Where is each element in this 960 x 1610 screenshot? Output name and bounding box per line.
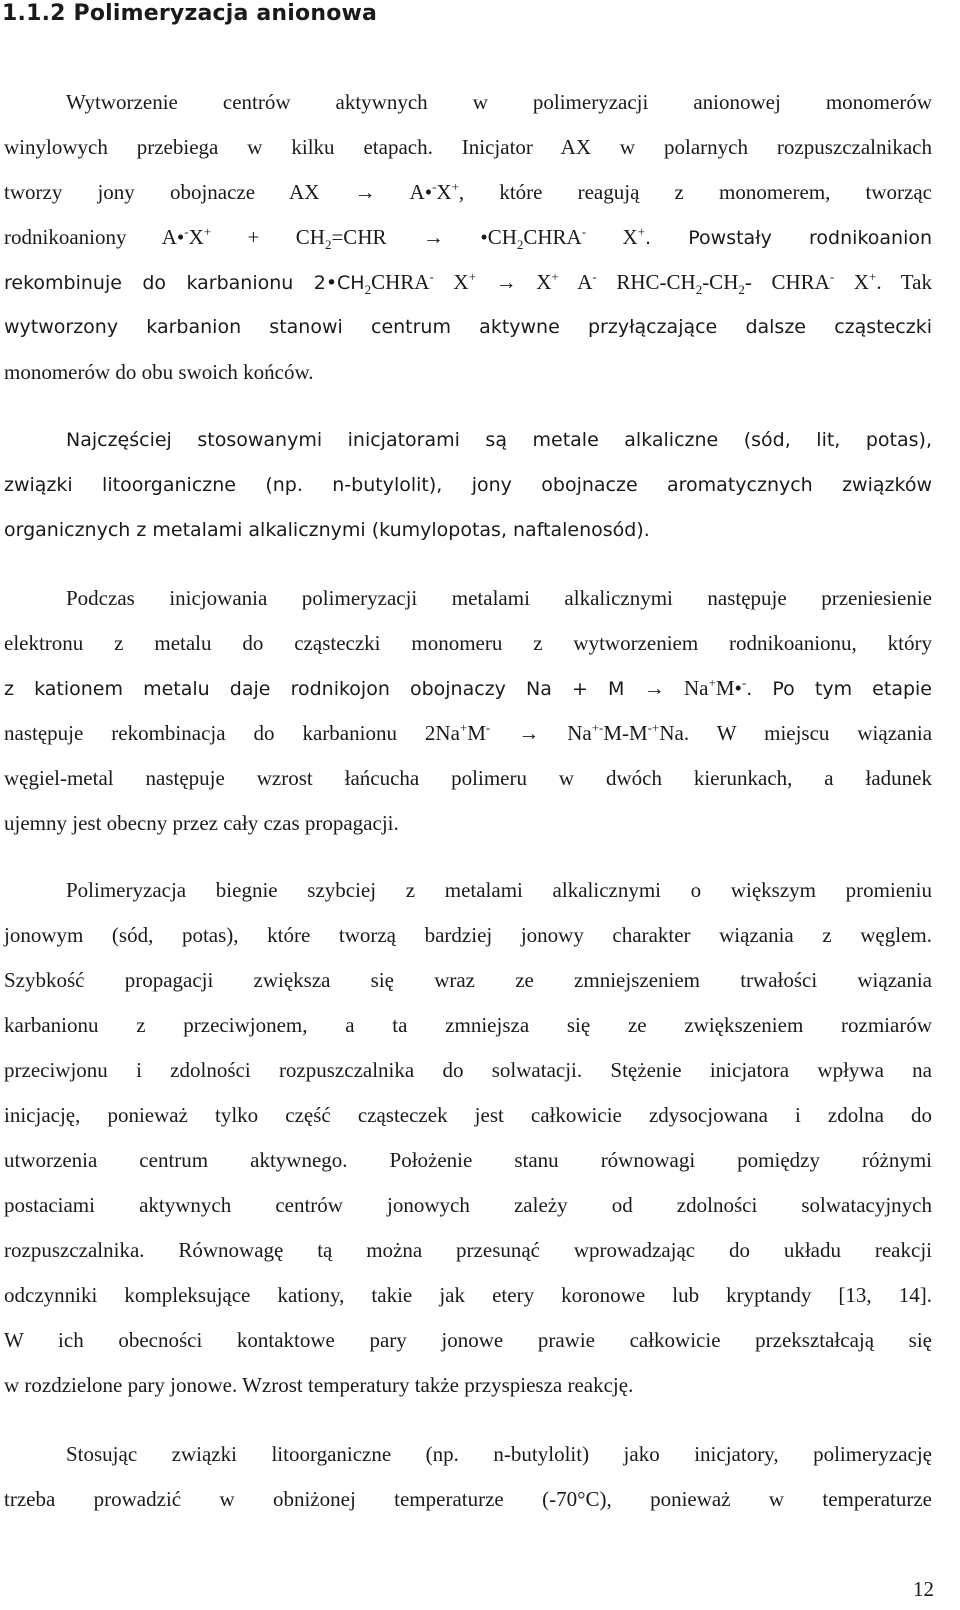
superscript: - (485, 720, 491, 735)
text-segment: A (558, 270, 593, 294)
text-line (4, 260, 932, 305)
text-segment: , które reagują z monomerem, tworząc (458, 180, 933, 204)
superscript: - (429, 269, 434, 284)
text-line: winylowych przebiega w kilku etapach. Inicjator AX w polarnych rozpuszczalnikach (4, 135, 932, 159)
text-segment: - CHRA (744, 270, 830, 294)
arrow-symbol: → (354, 180, 376, 204)
superscript: - (741, 675, 747, 690)
text-segment: + CH (211, 225, 325, 249)
superscript: - (432, 179, 437, 194)
paragraph-5 (4, 1432, 932, 1522)
superscript: + (451, 179, 459, 194)
superscript: + (551, 269, 559, 284)
text-line: Najczęściej stosowanymi inicjatorami są metale alkaliczne (sód, lit, potas), (66, 429, 932, 451)
superscript: + (459, 720, 468, 735)
arrow-symbol: → (495, 270, 517, 294)
text-line: związki litoorganiczne (np. n-butylolit), jony obojnacze aromatycznych związków (4, 474, 932, 496)
text-line: przeciwjonu i zdolności rozpuszczalnika do solwatacji. Stężenie inicjatora wpływa na (4, 1058, 932, 1082)
section-heading: 1.1.2 Polimeryzacja anionowa (2, 1, 378, 26)
text-line: organicznych z metalami alkalicznymi (kumylopotas, naftalenosód). (4, 519, 650, 541)
text-line: rozpuszczalnika. Równowagę tą można przesunąć wprowadzając do układu reakcji (4, 1238, 932, 1262)
text-line: Podczas inicjowania polimeryzacji metalami alkalicznymi następuje przeniesienie (66, 586, 932, 610)
page-number: 12 (913, 1577, 934, 1601)
text-segment: CHRA (523, 225, 582, 249)
text-line: utworzenia centrum aktywnego. Położenie stanu równowagi pomiędzy różnymi (4, 1148, 932, 1172)
text-segment: . Powstały rodnikoanion (645, 227, 933, 249)
text-segment: X (586, 225, 638, 249)
superscript: - (592, 269, 597, 284)
subscript: 2 (324, 237, 332, 253)
text-line: odczynniki kompleksujące kationy, takie jak etery koronowe lub kryptandy [13, 14]. (4, 1283, 932, 1307)
text-segment: A• (409, 180, 433, 204)
text-line: wytworzony karbanion stanowi centrum aktywne przyłączające dalsze cząsteczki (4, 316, 932, 338)
text-segment: . Po tym etapie (746, 678, 932, 700)
text-line: jonowym (sód, potas), które tworzą bardziej jonowy charakter wiązania z węglem. (4, 923, 932, 947)
text-line: inicjację, ponieważ tylko część cząsteczek jest całkowicie zdysocjowana i zdolna do (4, 1103, 932, 1127)
text-segment: tworzy jony obojnacze AX (4, 180, 320, 204)
text-line: postaciami aktywnych centrów jonowych zależy od zdolności solwatacyjnych (4, 1193, 932, 1217)
paragraph-4 (4, 868, 932, 1408)
subscript: 2 (738, 282, 745, 298)
text-segment: Na (684, 676, 709, 700)
text-line: Polimeryzacja biegnie szybciej z metalami alkalicznymi o większym promieniu (66, 878, 932, 902)
text-segment: następuje rekombinacja do karbanionu 2Na (4, 721, 460, 745)
text-segment: RHC-CH (596, 270, 696, 294)
superscript: + (468, 269, 476, 284)
text-line: trzeba prowadzić w obniżonej temperaturze (-70°C), ponieważ w temperaturze (4, 1487, 932, 1511)
text-line: ujemny jest obecny przez cały czas propagacji. (4, 811, 399, 835)
arrow-symbol: → (518, 721, 540, 745)
text-line: w rozdzielone pary jonowe. Wzrost temperatury także przyspiesza reakcję. (4, 1373, 634, 1397)
text-line: Wytworzenie centrów aktywnych w polimeryzacji anionowej monomerów (66, 90, 932, 114)
superscript: + (637, 224, 646, 239)
text-line: monomerów do obu swoich końców. (4, 360, 314, 384)
text-segment: M• (715, 676, 742, 700)
text-segment: =CHR (331, 225, 387, 249)
text-segment: . Tak (876, 270, 932, 294)
text-segment: Na. W miejscu wiązania (659, 721, 933, 745)
text-segment: X (436, 180, 452, 204)
text-segment: X (433, 270, 469, 294)
text-line (4, 711, 932, 756)
paragraph-1 (4, 80, 932, 395)
text-line (4, 666, 932, 711)
superscript: -+ (647, 720, 660, 735)
superscript: + (203, 224, 212, 239)
text-segment: X (834, 270, 869, 294)
superscript: +- (591, 720, 604, 735)
text-line: elektronu z metalu do cząsteczki monomeru z wytworzeniem rodnikoanionu, który (4, 631, 932, 655)
text-line: W ich obecności kontaktowe pary jonowe prawie całkowicie przekształcają się (4, 1328, 932, 1352)
text-line: karbanionu z przeciwjonem, a ta zmniejsza się ze zwiększeniem rozmiarów (4, 1013, 932, 1037)
text-line: węgiel-metal następuje wzrost łańcucha polimeru w dwóch kierunkach, a ładunek (4, 766, 932, 790)
text-segment: rekombinuje do karbanionu 2•CH (4, 272, 365, 294)
arrow-symbol: → (422, 225, 444, 249)
text-segment: X (536, 270, 552, 294)
superscript: + (868, 269, 877, 284)
paragraph-3 (4, 576, 932, 846)
text-line: Stosując związki litoorganiczne (np. n-butylolit) jako inicjatory, polimeryzację (66, 1442, 932, 1466)
text-segment: •CH (480, 225, 517, 249)
superscript: - (581, 224, 587, 239)
subscript: 2 (695, 282, 703, 298)
superscript: - (184, 224, 189, 239)
text-line (4, 215, 932, 260)
text-segment: Na (567, 721, 592, 745)
superscript: + (708, 675, 716, 690)
text-segment: M-M (603, 721, 648, 745)
text-line: Szybkość propagacji zwiększa się wraz ze zmniejszeniem trwałości wiązania (4, 968, 932, 992)
text-segment: z kationem metalu daje rodnikojon obojnaczy Na + M (4, 678, 625, 700)
text-line (4, 170, 932, 215)
subscript: 2 (364, 282, 372, 298)
arrow-symbol: → (643, 676, 665, 700)
subscript: 2 (516, 237, 524, 253)
superscript: - (829, 269, 835, 284)
text-segment: X (188, 225, 204, 249)
text-segment: CHRA (371, 270, 430, 294)
text-segment: -CH (702, 270, 739, 294)
paragraph-2 (4, 418, 932, 553)
text-segment: M (467, 721, 486, 745)
text-segment: rodnikoaniony A• (4, 225, 185, 249)
